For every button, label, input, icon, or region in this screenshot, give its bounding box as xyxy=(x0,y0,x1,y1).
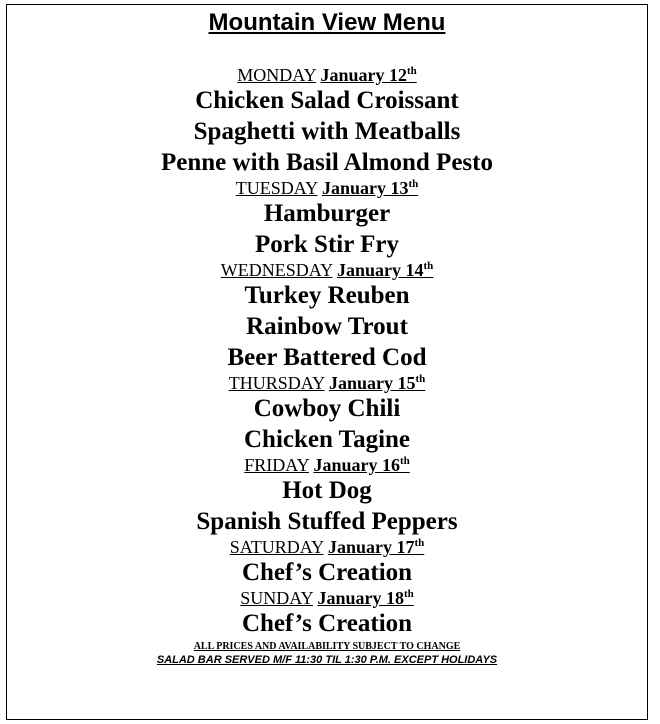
day-date: January 16th xyxy=(313,455,410,475)
day-name: WEDNESDAY xyxy=(220,260,333,280)
menu-item: Rainbow Trout xyxy=(246,313,408,340)
salad-bar-notice: SALAD BAR SERVED M/F 11:30 TIL 1:30 P.M. EXCEPT HOLIDAYS xyxy=(156,654,498,666)
day-name: FRIDAY xyxy=(244,455,309,475)
price-notice: ALL PRICES AND AVAILABILITY SUBJECT TO CHANGE xyxy=(193,641,461,652)
day-name: TUESDAY xyxy=(235,178,318,198)
menu-item: Chicken Salad Croissant xyxy=(195,87,459,114)
day-date: January 12th xyxy=(320,65,417,85)
day-name: SATURDAY xyxy=(229,537,324,557)
menu-item: Hamburger xyxy=(263,200,391,227)
day-heading-friday xyxy=(7,455,647,475)
menu-item: Beer Battered Cod xyxy=(227,344,427,371)
day-heading-tuesday xyxy=(7,178,647,198)
day-date: January 15th xyxy=(328,373,426,393)
menu-title: Mountain View Menu xyxy=(208,9,446,36)
day-name: SUNDAY xyxy=(240,588,313,608)
menu-item: Spanish Stuffed Peppers xyxy=(196,508,458,535)
day-heading-thursday xyxy=(7,373,647,393)
day-heading-wednesday xyxy=(7,260,647,280)
menu-item: Hot Dog xyxy=(282,477,372,504)
day-name: MONDAY xyxy=(237,65,316,85)
day-date: January 14th xyxy=(336,260,434,280)
title-spacer xyxy=(7,41,647,65)
menu-item: Chicken Tagine xyxy=(243,426,411,453)
menu-item: Chef’s Creation xyxy=(241,559,413,586)
day-name: THURSDAY xyxy=(228,373,325,393)
menu-item: Chef’s Creation xyxy=(241,610,413,637)
day-date: January 13th xyxy=(321,178,419,198)
day-heading-monday xyxy=(7,65,647,85)
menu-item: Penne with Basil Almond Pesto xyxy=(161,149,493,176)
menu-item: Turkey Reuben xyxy=(244,282,410,309)
day-heading-sunday xyxy=(7,588,647,608)
menu-page xyxy=(6,4,648,720)
menu-item: Spaghetti with Meatballs xyxy=(193,118,461,145)
day-heading-saturday xyxy=(7,537,647,557)
menu-item: Pork Stir Fry xyxy=(255,231,399,258)
day-date: January 18th xyxy=(317,588,414,608)
day-date: January 17th xyxy=(327,537,425,557)
menu-item: Cowboy Chili xyxy=(253,395,401,422)
